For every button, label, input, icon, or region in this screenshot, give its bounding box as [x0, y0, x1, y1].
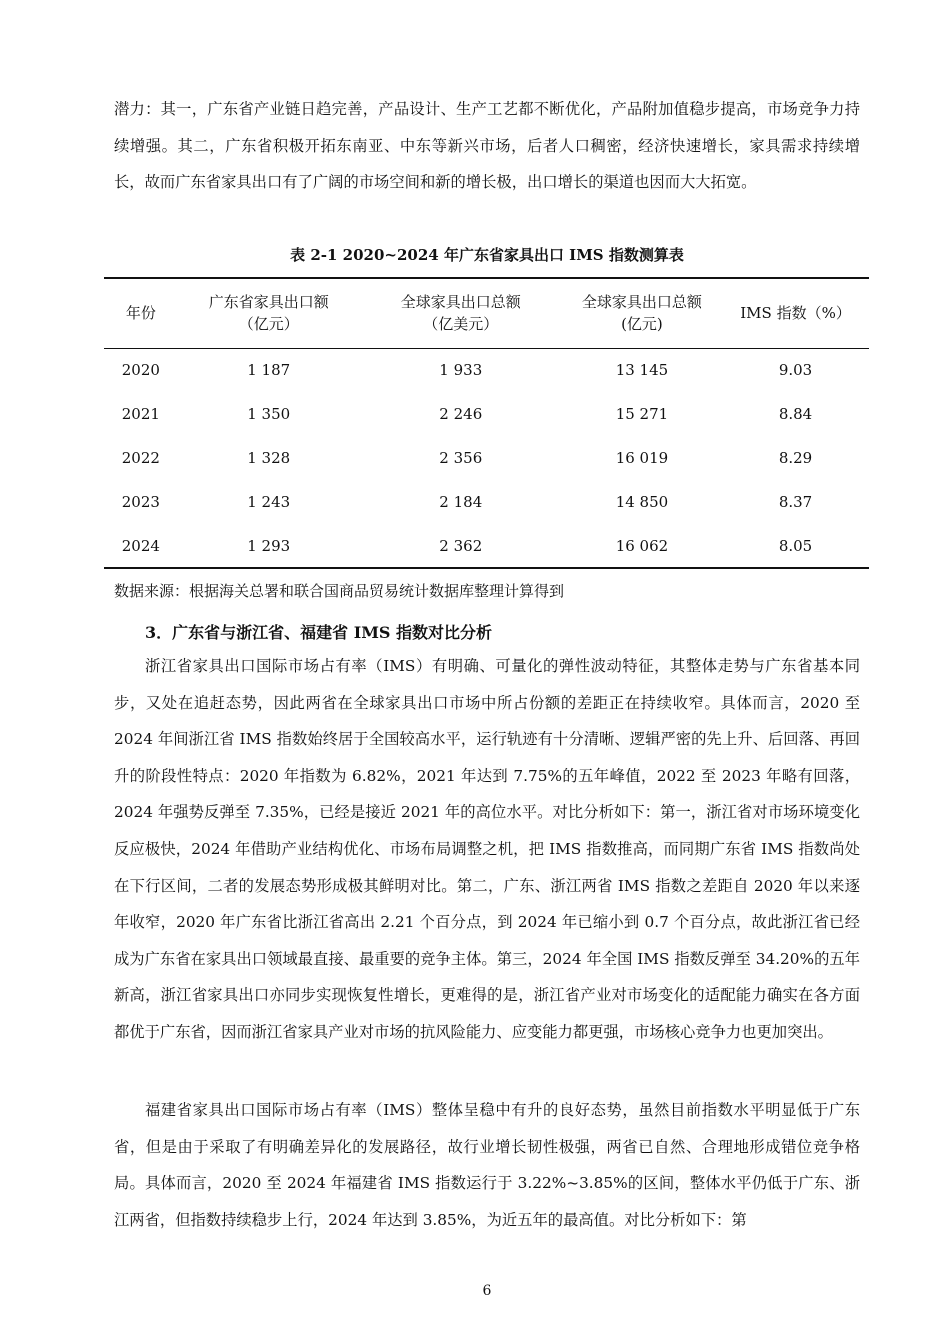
- table-row: [104, 436, 869, 480]
- table-cell: 1 243: [247, 493, 291, 511]
- table-row: [104, 392, 869, 436]
- table-row: [104, 524, 869, 568]
- table-cell: 8.05: [722, 524, 869, 568]
- table-header-cell: 年份: [104, 278, 178, 348]
- table-header-cell: IMS 指数（%）: [722, 278, 869, 348]
- table-cell: 14 850: [615, 493, 669, 511]
- intro-paragraph: 潜力：其一，广东省产业链日趋完善，产品设计、生产工艺都不断优化，产品附加值稳步提高，市场竞争力持续增强。其二，广东省积极开拓东南亚、中东等新兴市场，后者人口稠密，经济快速增长，家具需求持续增长，故而广东省家具出口有了广阔的市场空间和新的增长极，出口增长的渠道也因而大大拓宽。: [114, 100, 860, 192]
- table-cell: 8.29: [778, 449, 813, 467]
- table-cell: 13 145: [615, 361, 669, 380]
- table-cell: 1 350: [247, 405, 291, 423]
- table-row: [104, 480, 869, 524]
- table-header-row: [104, 278, 869, 348]
- table-cell: 2024: [104, 524, 178, 568]
- table-cell: 2 362: [360, 524, 562, 568]
- table-cell: 1 187: [247, 361, 291, 380]
- table-row: [104, 348, 869, 392]
- table-cell: 2022: [121, 449, 160, 467]
- table-header-cell: 广东省家具出口额（亿元）: [178, 278, 360, 348]
- table-header-cell: 全球家具出口总额（亿美元）: [360, 278, 562, 348]
- table-cell: 15 271: [615, 405, 669, 423]
- zhejiang-paragraph: 浙江省家具出口国际市场占有率（IMS）有明确、可量化的弹性波动特征，其整体走势与广东省基本同步，又处在追赶态势，因此两省在全球家具出口市场中所占份额的差距正在持续收窄。具体而言，2020 至 2024 年间浙江省 IMS 指数始终居于全国较高水平，运行轨迹有十分清晰、逻辑严密的先上升、后回落、再回升的阶段性特点：2020 年指数为 6.82%，2021 年达到 7.75%的五年峰值，2022 至 2023 年略有回落，2024 年强势反弹至 7.35%，已经是接近 2021 年的高位水平。对比分析如下：第一，浙江省对市场环境变化反应极快，2024 年借助产业结构优化、市场布局调整之机，把 IMS 指数推高，而同期广东省 IMS 指数尚处在下行区间，二者的发展态势形成极其鲜明对比。第二，广东、浙江两省 IMS 指数之差距自 2020 年以来逐年收窄，2020 年广东省比浙江省高出 2.21 个百分点，到 2024 年已缩小到 0.7 个百分点，故此浙江省已经成为广东省在家具出口领域最直接、最重要的竞争主体。第三，2024 年全国 IMS 指数反弹至 34.20%的五年新高，浙江省家具出口亦同步实现恢复性增长，更难得的是，浙江省产业对市场变化的适配能力确实在各方面都优于广东省，因而浙江省家具产业对市场的抗风险能力、应变能力都更强，市场核心竞争力也更加突出。: [114, 657, 860, 1041]
- table-cell: 2 184: [439, 493, 483, 511]
- table-cell: 16 062: [562, 524, 722, 568]
- table-cell: 1 293: [178, 524, 360, 568]
- table-caption: 表 2-1 2020~2024 年广东省家具出口 IMS 指数测算表: [290, 246, 684, 264]
- table-cell: 1 933: [439, 361, 483, 380]
- table-cell: 2023: [121, 493, 160, 511]
- table-cell: 9.03: [778, 361, 813, 380]
- section-heading: 3．广东省与浙江省、福建省 IMS 指数对比分析: [145, 623, 493, 642]
- page-number: 6: [482, 1283, 492, 1299]
- table-cell: 8.37: [778, 493, 813, 511]
- table-cell: 2 356: [439, 449, 483, 467]
- table-cell: 2 246: [439, 405, 483, 423]
- fujian-paragraph: 福建省家具出口国际市场占有率（IMS）整体呈稳中有升的良好态势，虽然目前指数水平明显低于广东省，但是由于采取了有明确差异化的发展路径，故行业增长韧性极强，两省已自然、合理地形成错位竞争格局。具体而言，2020 至 2024 年福建省 IMS 指数运行于 3.22%~3.85%的区间，整体水平仍低于广东、浙江两省，但指数持续稳步上行，2024 年达到 3.85%，为近五年的最高值。对比分析如下：第: [114, 1101, 860, 1229]
- table-cell: 2021: [121, 405, 160, 423]
- table-cell: 2020: [121, 361, 160, 380]
- table-header-cell: 全球家具出口总额(亿元): [562, 278, 722, 348]
- table-cell: 8.84: [778, 405, 813, 423]
- table-source-note: 数据来源：根据海关总署和联合国商品贸易统计数据库整理计算得到: [114, 582, 565, 600]
- ims-table: [104, 277, 869, 569]
- table-cell: 1 328: [247, 449, 291, 467]
- table-cell: 16 019: [615, 449, 669, 467]
